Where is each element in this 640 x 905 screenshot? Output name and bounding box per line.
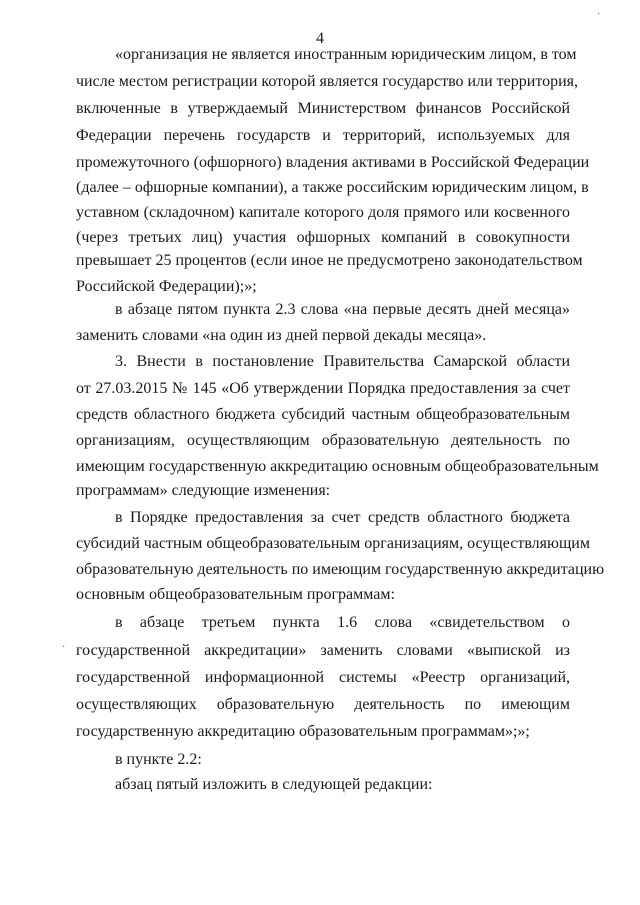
text-line: государственной аккредитации» заменить словами «выпиской из xyxy=(76,642,570,659)
text-line: организациям, осуществляющим образовательную деятельность по xyxy=(76,432,570,449)
text-line: абзац пятый изложить в следующей редакции: xyxy=(115,776,433,793)
text-line: в пункте 2.2: xyxy=(115,751,202,768)
text-line: промежуточного (офшорного) владения активами в Российской Федерации xyxy=(76,154,590,171)
text-line: Федерации перечень государств и территорий, используемых для xyxy=(76,127,570,144)
text-line: государственную аккредитацию образовательным программам»;»; xyxy=(76,723,530,740)
page-number: 4 xyxy=(316,30,324,47)
text-line: программам» следующие изменения: xyxy=(76,482,331,499)
text-line: субсидий частным общеобразовательным организациям, осуществляющим xyxy=(76,535,590,552)
text-line: числе местом регистрации которой является государство или территория, xyxy=(76,73,579,90)
text-line: Российской Федерации);»; xyxy=(76,278,257,295)
text-line: в Порядке предоставления за счет средств областного бюджета xyxy=(115,509,570,526)
text-line: образовательную деятельность по имеющим государственную аккредитацию xyxy=(76,561,605,578)
text-line: основным общеобразовательным программам: xyxy=(76,586,395,603)
text-line: включенные в утверждаемый Министерством финансов Российской xyxy=(76,100,570,117)
text-line: (через третьих лиц) участия офшорных компаний в совокупности xyxy=(76,229,570,246)
scan-speck: · xyxy=(62,642,66,653)
text-line: от 27.03.2015 № 145 «Об утверждении Порядка предоставления за счет xyxy=(76,380,570,397)
scan-speck: · xyxy=(597,9,601,20)
text-line: уставном (складочном) капитале которого доля прямого или косвенного xyxy=(76,204,570,221)
text-line: средств областного бюджета субсидий частным общеобразовательным xyxy=(76,406,570,423)
text-line: (далее – офшорные компании), а также российским юридическим лицом, в xyxy=(76,179,589,196)
text-line: государственной информационной системы «Реестр организаций, xyxy=(76,669,570,686)
text-line: заменить словами «на один из дней первой декады месяца». xyxy=(76,327,487,344)
text-line: имеющим государственную аккредитацию основным общеобразовательным xyxy=(76,458,599,475)
text-line: превышает 25 процентов (если иное не предусмотрено законодательством xyxy=(76,252,583,269)
text-line: осуществляющих образовательную деятельность по имеющим xyxy=(76,696,570,713)
text-line: в абзаце пятом пункта 2.3 слова «на первые десять дней месяца» xyxy=(115,301,570,318)
text-line: 3. Внести в постановление Правительства Самарской области xyxy=(115,353,570,370)
text-line: в абзаце третьем пункта 1.6 слова «свидетельством о xyxy=(115,614,570,631)
text-line: «организация не является иностранным юридическим лицом, в том xyxy=(115,46,577,63)
